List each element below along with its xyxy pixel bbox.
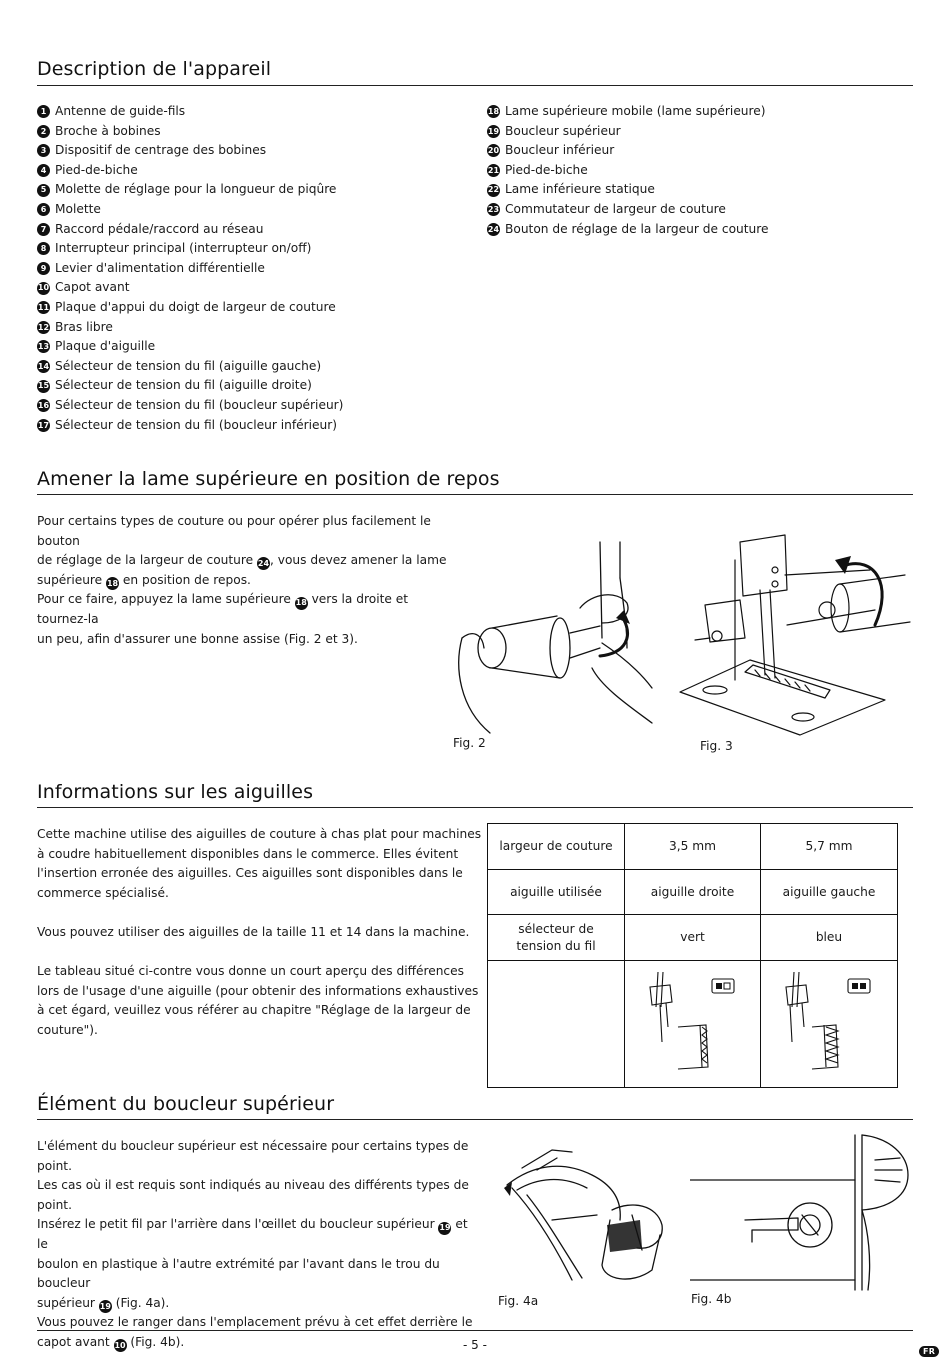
item-number-badge: 23: [487, 203, 500, 216]
item-number-badge: 3: [37, 144, 50, 157]
boucleur-text: [37, 1137, 477, 1353]
section-title-boucleur: Élément du boucleur supérieur: [37, 1093, 335, 1115]
text-line: Les cas où il est requis sont indiqués au niveau des différents types de point.: [37, 1178, 469, 1212]
paragraph: Vous pouvez utiliser des aiguilles de la taille 11 et 14 dans la machine.: [37, 924, 470, 939]
item-number-badge: 5: [37, 184, 50, 197]
item-label: Bras libre: [55, 319, 113, 334]
figure-2-illustration: [452, 538, 660, 740]
figure-4b-illustration: [690, 1130, 915, 1295]
text-line: (Fig. 4b).: [130, 1334, 185, 1349]
figure-3-caption: Fig. 3: [700, 739, 733, 753]
item-number-badge: 19: [487, 125, 500, 138]
list-item: [37, 396, 343, 416]
item-number-badge: 1: [37, 105, 50, 118]
text-line: Insérez le petit fil par l'arrière dans l'œillet du boucleur supérieur: [37, 1217, 435, 1232]
item-number-badge: 15: [37, 380, 50, 393]
item-label: Pied-de-biche: [505, 162, 588, 177]
figure-4a-illustration: [492, 1140, 672, 1290]
item-number-badge: 13: [37, 340, 50, 353]
parts-list-right: [487, 102, 769, 239]
table-cell: bleu: [761, 915, 898, 961]
item-number-badge: 14: [37, 360, 50, 373]
list-item: [37, 102, 343, 122]
lame-instructions: [37, 512, 457, 649]
figure-3-illustration: [675, 530, 915, 745]
text-line: en position de repos.: [122, 572, 251, 587]
text-line: , vous devez amener la lame: [270, 553, 447, 568]
item-label: Boucleur inférieur: [505, 143, 615, 158]
item-label: Sélecteur de tension du fil (boucleur inférieur): [55, 417, 338, 432]
list-item: [37, 259, 343, 279]
figure-4b-caption: Fig. 4b: [691, 1292, 732, 1306]
table-cell: [625, 961, 761, 1088]
needle-table: [487, 823, 898, 1088]
figure-2-caption: Fig. 2: [453, 736, 486, 750]
list-item: [487, 180, 769, 200]
list-item: [37, 357, 343, 377]
item-label: Boucleur supérieur: [505, 123, 621, 138]
table-cell: 3,5 mm: [625, 824, 761, 870]
list-item: [487, 220, 769, 240]
item-number-badge: 6: [37, 203, 50, 216]
parts-list-left: [37, 102, 343, 435]
item-number-badge: 9: [37, 262, 50, 275]
text-line: boulon en plastique à l'autre extrémité par l'avant dans le trou du boucleur: [37, 1256, 440, 1291]
item-label: Sélecteur de tension du fil (boucleur supérieur): [55, 397, 344, 412]
item-label: Dispositif de centrage des bobines: [55, 143, 267, 158]
paragraph: Le tableau situé ci-contre vous donne un court aperçu des différences lors de l'usage d'une aiguille (pour obtenir des informations exhaustives à cet égard, veuillez vous référer au chapitre "Réglage de la largeur de couture").: [37, 964, 479, 1037]
list-item: [37, 200, 343, 220]
list-item: [37, 239, 343, 259]
list-item: [37, 278, 343, 298]
ref-number: 10: [114, 1339, 127, 1352]
section-rule: [37, 807, 913, 808]
text-line: Vous pouvez le ranger dans l'emplacement prévu à cet effet derrière le: [37, 1315, 473, 1330]
language-badge: [919, 1339, 939, 1358]
item-label: Sélecteur de tension du fil (aiguille gauche): [55, 358, 322, 373]
item-label: Interrupteur principal (interrupteur on/off): [55, 241, 312, 256]
text-line: Pour certains types de couture ou pour opérer plus facilement le bouton: [37, 514, 431, 548]
section-title-description: Description de l'appareil: [37, 58, 272, 80]
table-cell: aiguille droite: [625, 870, 761, 915]
needle-right-illustration: [638, 967, 748, 1077]
item-label: Molette de réglage pour la longueur de piqûre: [55, 182, 337, 197]
item-label: Molette: [55, 201, 101, 216]
section-title-aiguilles: Informations sur les aiguilles: [37, 781, 314, 803]
item-label: Lame supérieure mobile (lame supérieure): [505, 104, 766, 118]
table-cell: 5,7 mm: [761, 824, 898, 870]
section-title-lame: Amener la lame supérieure en position de repos: [37, 468, 500, 490]
item-label: Bouton de réglage de la largeur de couture: [505, 221, 769, 236]
list-item: [37, 122, 343, 142]
table-row: [488, 870, 898, 915]
item-number-badge: 12: [37, 321, 50, 334]
item-number-badge: 8: [37, 242, 50, 255]
language-label: FR: [919, 1346, 939, 1357]
list-item: [487, 141, 769, 161]
text-line: (Fig. 4a).: [115, 1295, 170, 1310]
ref-number: 18: [295, 597, 308, 610]
table-cell: vert: [625, 915, 761, 961]
section-rule: [37, 85, 913, 86]
item-number-badge: 7: [37, 223, 50, 236]
ref-number: 24: [257, 557, 270, 570]
table-cell: aiguille gauche: [761, 870, 898, 915]
paragraph: Cette machine utilise des aiguilles de couture à chas plat pour machines à coudre habituellement disponibles dans le commerce. Elles évitent l'insertion erronée des aiguilles. Ces aiguilles sont disponibles dans le commerce spécialisé.: [37, 827, 482, 900]
item-number-badge: 16: [37, 399, 50, 412]
item-label: Capot avant: [55, 280, 130, 295]
item-number-badge: 18: [487, 105, 500, 118]
list-item: [37, 180, 343, 200]
list-item: [37, 298, 343, 318]
needle-left-illustration: [774, 967, 884, 1077]
table-row: [488, 961, 898, 1088]
item-number-badge: 22: [487, 184, 500, 197]
list-item: [37, 416, 343, 436]
item-label: Plaque d'appui du doigt de largeur de couture: [55, 299, 336, 314]
table-row: [488, 824, 898, 870]
ref-number: 19: [438, 1222, 451, 1235]
text-line: de réglage de la largeur de couture: [37, 553, 254, 568]
list-item: [487, 102, 769, 122]
list-item: [487, 200, 769, 220]
list-item: [37, 161, 343, 181]
item-label: Commutateur de largeur de couture: [505, 201, 726, 216]
item-label: Plaque d'aiguille: [55, 339, 156, 354]
table-cell: [488, 961, 625, 1088]
footer-rule: [37, 1330, 913, 1331]
aiguilles-text: [37, 825, 482, 1041]
item-number-badge: 17: [37, 419, 50, 432]
section-rule: [37, 1119, 913, 1120]
item-number-badge: 21: [487, 164, 500, 177]
text-line: L'élément du boucleur supérieur est nécessaire pour certains types de point.: [37, 1139, 469, 1173]
text-line: Pour ce faire, appuyez la lame supérieure: [37, 592, 291, 607]
figure-4a-caption: Fig. 4a: [498, 1294, 539, 1308]
item-label: Levier d'alimentation différentielle: [55, 260, 265, 275]
page-number: - 5 -: [463, 1338, 487, 1352]
table-cell: [761, 961, 898, 1088]
list-item: [37, 141, 343, 161]
table-cell: largeur de couture: [488, 824, 625, 870]
table-cell: sélecteur de tension du fil: [488, 915, 625, 961]
text-line: capot avant: [37, 1334, 110, 1349]
item-number-badge: 20: [487, 144, 500, 157]
text-line: un peu, afin d'assurer une bonne assise (Fig. 2 et 3).: [37, 631, 358, 646]
item-label: Antenne de guide-fils: [55, 104, 186, 118]
ref-number: 18: [106, 577, 119, 590]
table-cell: aiguille utilisée: [488, 870, 625, 915]
item-number-badge: 24: [487, 223, 500, 236]
item-label: Broche à bobines: [55, 123, 161, 138]
text-line: et le: [37, 1217, 468, 1251]
table-row: [488, 915, 898, 961]
list-item: [37, 220, 343, 240]
item-number-badge: 4: [37, 164, 50, 177]
item-number-badge: 11: [37, 301, 50, 314]
text-line: supérieure: [37, 572, 103, 587]
item-label: Raccord pédale/raccord au réseau: [55, 221, 264, 236]
text-line: supérieur: [37, 1295, 95, 1310]
list-item: [487, 122, 769, 142]
list-item: [37, 318, 343, 338]
item-label: Lame inférieure statique: [505, 182, 655, 197]
ref-number: 19: [99, 1300, 112, 1313]
item-label: Pied-de-biche: [55, 162, 138, 177]
item-label: Sélecteur de tension du fil (aiguille droite): [55, 378, 312, 393]
list-item: [37, 376, 343, 396]
section-rule: [37, 494, 913, 495]
list-item: [487, 161, 769, 181]
list-item: [37, 337, 343, 357]
item-number-badge: 2: [37, 125, 50, 138]
item-number-badge: 10: [37, 282, 50, 295]
text-line: vers la droite et tournez-la: [37, 592, 409, 626]
